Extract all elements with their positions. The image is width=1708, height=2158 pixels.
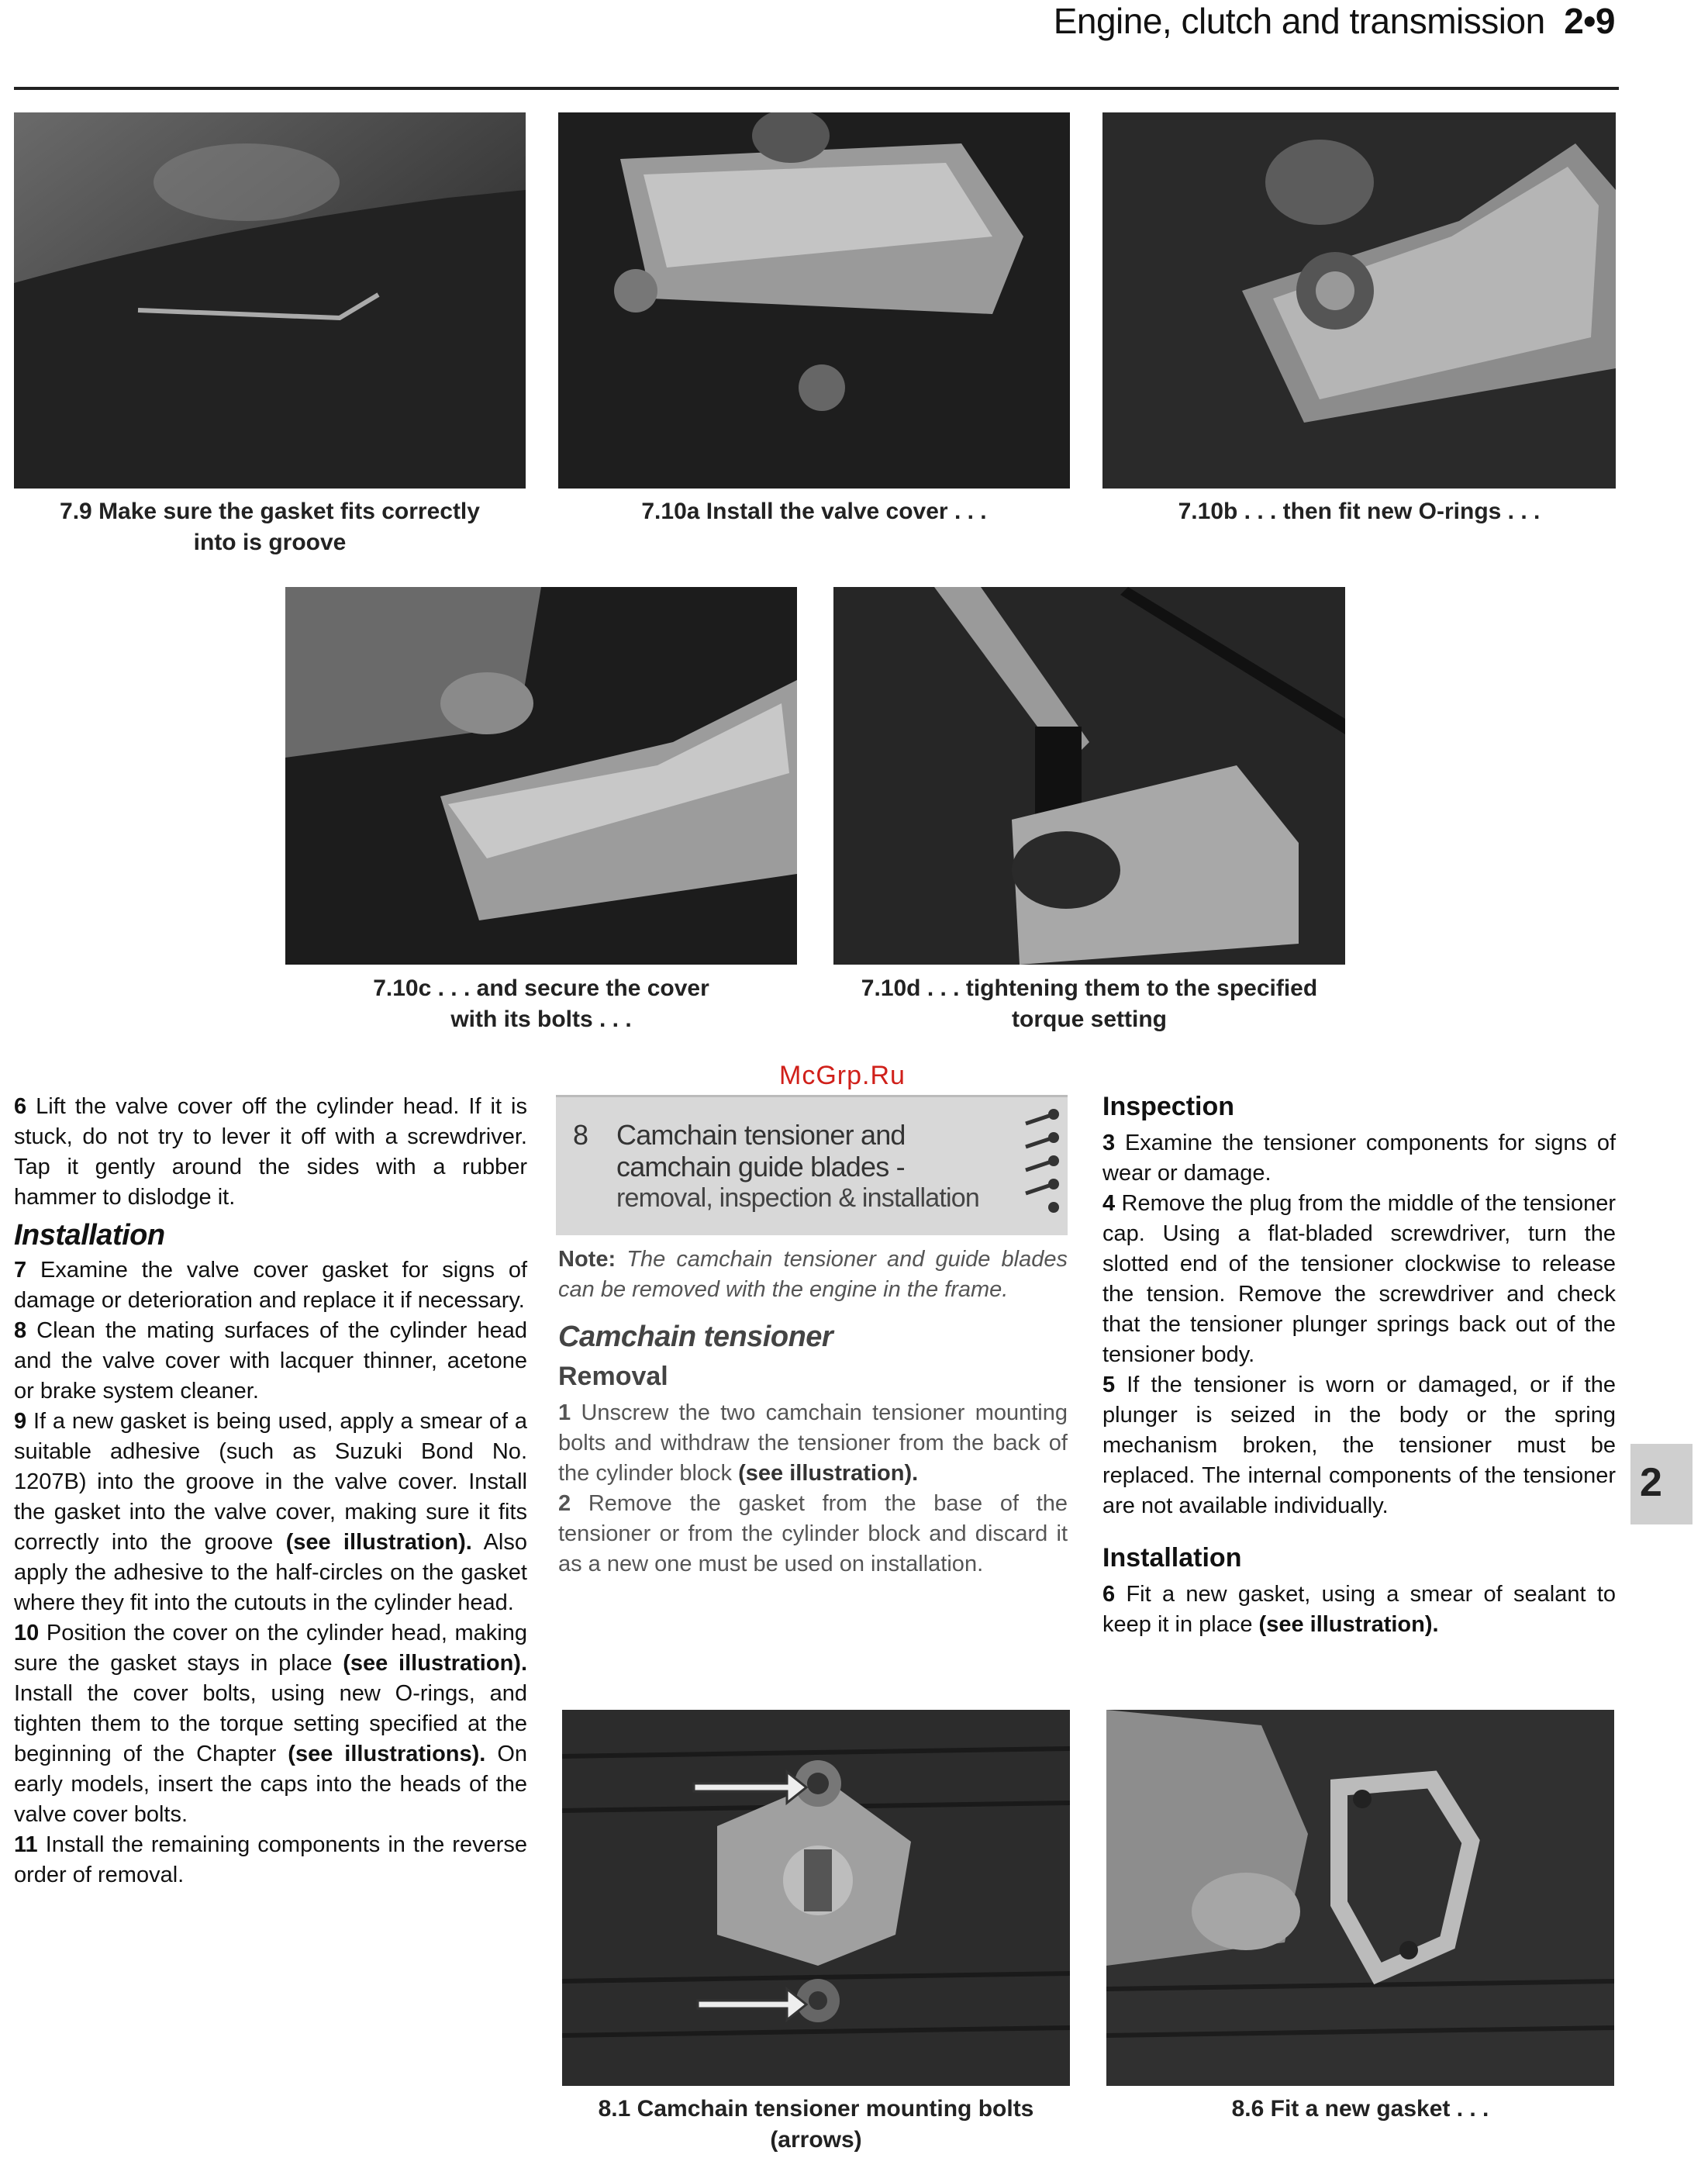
paragraph-text: If a new gasket is being used, apply a smear of a suitable adhesive (such as Suzuki Bond No. 1207B) into the groove in the valve cover. Install the gasket into the valve cover, making sure it fits correctly into the groove (14, 1409, 528, 1555)
caption-line: into is groove (193, 530, 347, 555)
paragraph-5 (1102, 1370, 1616, 1521)
paragraph-number: 8 (14, 1318, 27, 1343)
chapter-tab-number: 2 (1640, 1460, 1662, 1505)
paragraph-text: Lift the valve cover off the cylinder head. If it is stuck, do not try to lever it off with a screwdriver. Tap it gently around the sides with a rubber hammer to dislodge it. (14, 1094, 527, 1210)
paragraph-number: 3 (1102, 1131, 1116, 1155)
caption-line: 7.10c . . . and secure the cover (373, 975, 709, 1001)
caption-line: 8.6 Fit a new gasket . . . (1231, 2096, 1489, 2122)
caption-8-6 (1106, 2094, 1614, 2125)
subheading-inspection: Inspection (1102, 1092, 1235, 1121)
paragraph-2 (558, 1489, 1068, 1580)
paragraph-4 (1102, 1189, 1616, 1370)
paragraph-text: If the tensioner is worn or damaged, or if the plunger is seized in the body or the spring mechanism broken, the tensioner must be replaced. The internal components of the tensioner are not available individually. (1102, 1372, 1616, 1518)
paragraph-text: Examine the valve cover gasket for signs of damage or deterioration and replace it if necessary. (14, 1258, 528, 1313)
illustration-ref: (see illustration). (738, 1461, 919, 1486)
caption-line: (arrows) (770, 2127, 862, 2153)
photo-7-10c (285, 587, 797, 965)
paragraph-number: 11 (14, 1832, 38, 1857)
paragraph-text: Remove the gasket from the base of the tensioner or from the cylinder block and discard it as a new one must be used on installation. (558, 1491, 1068, 1576)
paragraph-text: On early models, insert the caps into the heads of the valve cover bolts. (14, 1742, 527, 1827)
subheading-installation: Installation (1102, 1543, 1242, 1573)
caption-line: with its bolts . . . (450, 1006, 632, 1032)
subheading-removal: Removal (558, 1362, 668, 1391)
watermark: McGrp.Ru (779, 1061, 906, 1090)
photo-7-9 (14, 112, 526, 489)
caption-7-10b (1102, 496, 1616, 527)
difficulty-spanners-icon (1018, 1107, 1061, 1223)
paragraph-8 (14, 1316, 527, 1407)
illustration-ref: (see illustration). (1258, 1612, 1439, 1637)
caption-7-10d (833, 973, 1345, 1035)
paragraph-number: 6 (14, 1094, 27, 1119)
illustration-ref: (see illustrations). (288, 1742, 486, 1766)
paragraph-number: 5 (1102, 1372, 1116, 1397)
paragraph-number: 4 (1102, 1191, 1116, 1216)
caption-7-9 (14, 496, 526, 558)
caption-7-10c (285, 973, 797, 1035)
photo-8-1 (562, 1710, 1070, 2086)
paragraph-6-install (1102, 1580, 1616, 1640)
paragraph-10 (14, 1618, 527, 1830)
paragraph-number: 10 (14, 1621, 40, 1645)
section-title (616, 1119, 979, 1214)
photo-7-10b (1102, 112, 1616, 489)
paragraph-text: Examine the tensioner components for signs of wear or damage. (1102, 1131, 1617, 1186)
photo-7-10a (558, 112, 1070, 489)
note-text: The camchain tensioner and guide blades can be removed with the engine in the frame. (558, 1247, 1068, 1302)
left-column (14, 1092, 527, 1890)
photo-7-10d (833, 587, 1345, 965)
note-label: Note: (558, 1247, 616, 1272)
chapter-tab (1630, 1444, 1692, 1524)
paragraph-text: Install the remaining components in the reverse order of removal. (14, 1832, 528, 1887)
paragraph-text: Position the cover on the cylinder head, making sure the gasket stays in place (14, 1621, 528, 1676)
section-8-header-box (556, 1095, 1068, 1235)
caption-line: 7.10a Install the valve cover . . . (641, 499, 987, 524)
header-page-number: 2•9 (1564, 1, 1615, 41)
photo-8-6 (1106, 1710, 1614, 2086)
caption-8-1 (562, 2094, 1070, 2156)
paragraph-1 (558, 1398, 1068, 1489)
running-header (1054, 0, 1615, 42)
middle-column (558, 1245, 1068, 1580)
note (558, 1245, 1068, 1305)
paragraph-6 (14, 1092, 527, 1213)
caption-line: 7.10d . . . tightening them to the specified (861, 975, 1318, 1001)
section-title-line: camchain guide blades - (616, 1151, 905, 1183)
paragraph-text: Unscrew the two camchain tensioner mounting bolts and withdraw the tensioner from the back of the cylinder block (558, 1400, 1068, 1486)
caption-line: 7.10b . . . then fit new O-rings . . . (1178, 499, 1541, 524)
paragraph-number: 7 (14, 1258, 27, 1283)
paragraph-number: 2 (558, 1491, 571, 1516)
caption-7-10a (558, 496, 1070, 527)
section-heading-installation: Installation (14, 1219, 165, 1252)
paragraph-text: Install the cover bolts, using new O-rings, and tighten them to the torque setting specified at the beginning of the Chapter (14, 1681, 527, 1766)
header-title: Engine, clutch and transmission (1053, 1, 1545, 41)
paragraph-text: Clean the mating surfaces of the cylinder head and the valve cover with lacquer thinner, acetone or brake system cleaner. (14, 1318, 527, 1404)
caption-line: 7.9 Make sure the gasket fits correctly (60, 499, 480, 524)
right-column (1102, 1092, 1616, 1640)
paragraph-9 (14, 1407, 527, 1618)
paragraph-3 (1102, 1128, 1616, 1189)
caption-line: torque setting (1012, 1006, 1167, 1032)
paragraph-7 (14, 1255, 527, 1316)
section-heading-camchain-tensioner: Camchain tensioner (558, 1321, 833, 1353)
section-title-line: Camchain tensioner and (616, 1119, 906, 1151)
paragraph-text: Remove the plug from the middle of the tensioner cap. Using a flat-bladed screwdriver, turn the slotted end of the tensioner clockwise to release the tension. Remove the screwdriver and check that the tensioner plunger springs back out of the tensioner body. (1102, 1191, 1616, 1367)
caption-line: 8.1 Camchain tensioner mounting bolts (598, 2096, 1034, 2122)
paragraph-11 (14, 1830, 527, 1890)
illustration-ref: (see illustration). (343, 1651, 528, 1676)
illustration-ref: (see illustration). (285, 1530, 472, 1555)
paragraph-text: Also apply the adhesive to the half-circles on the gasket where they fit into the cutouts in the cylinder head. (14, 1530, 527, 1615)
section-title-line: removal, inspection & installation (616, 1183, 979, 1213)
header-rule (14, 87, 1619, 90)
paragraph-number: 9 (14, 1409, 27, 1434)
paragraph-number: 6 (1102, 1582, 1116, 1607)
paragraph-text: Fit a new gasket, using a smear of sealant to keep it in place (1102, 1582, 1617, 1637)
paragraph-number: 1 (558, 1400, 571, 1425)
section-number: 8 (573, 1119, 589, 1151)
